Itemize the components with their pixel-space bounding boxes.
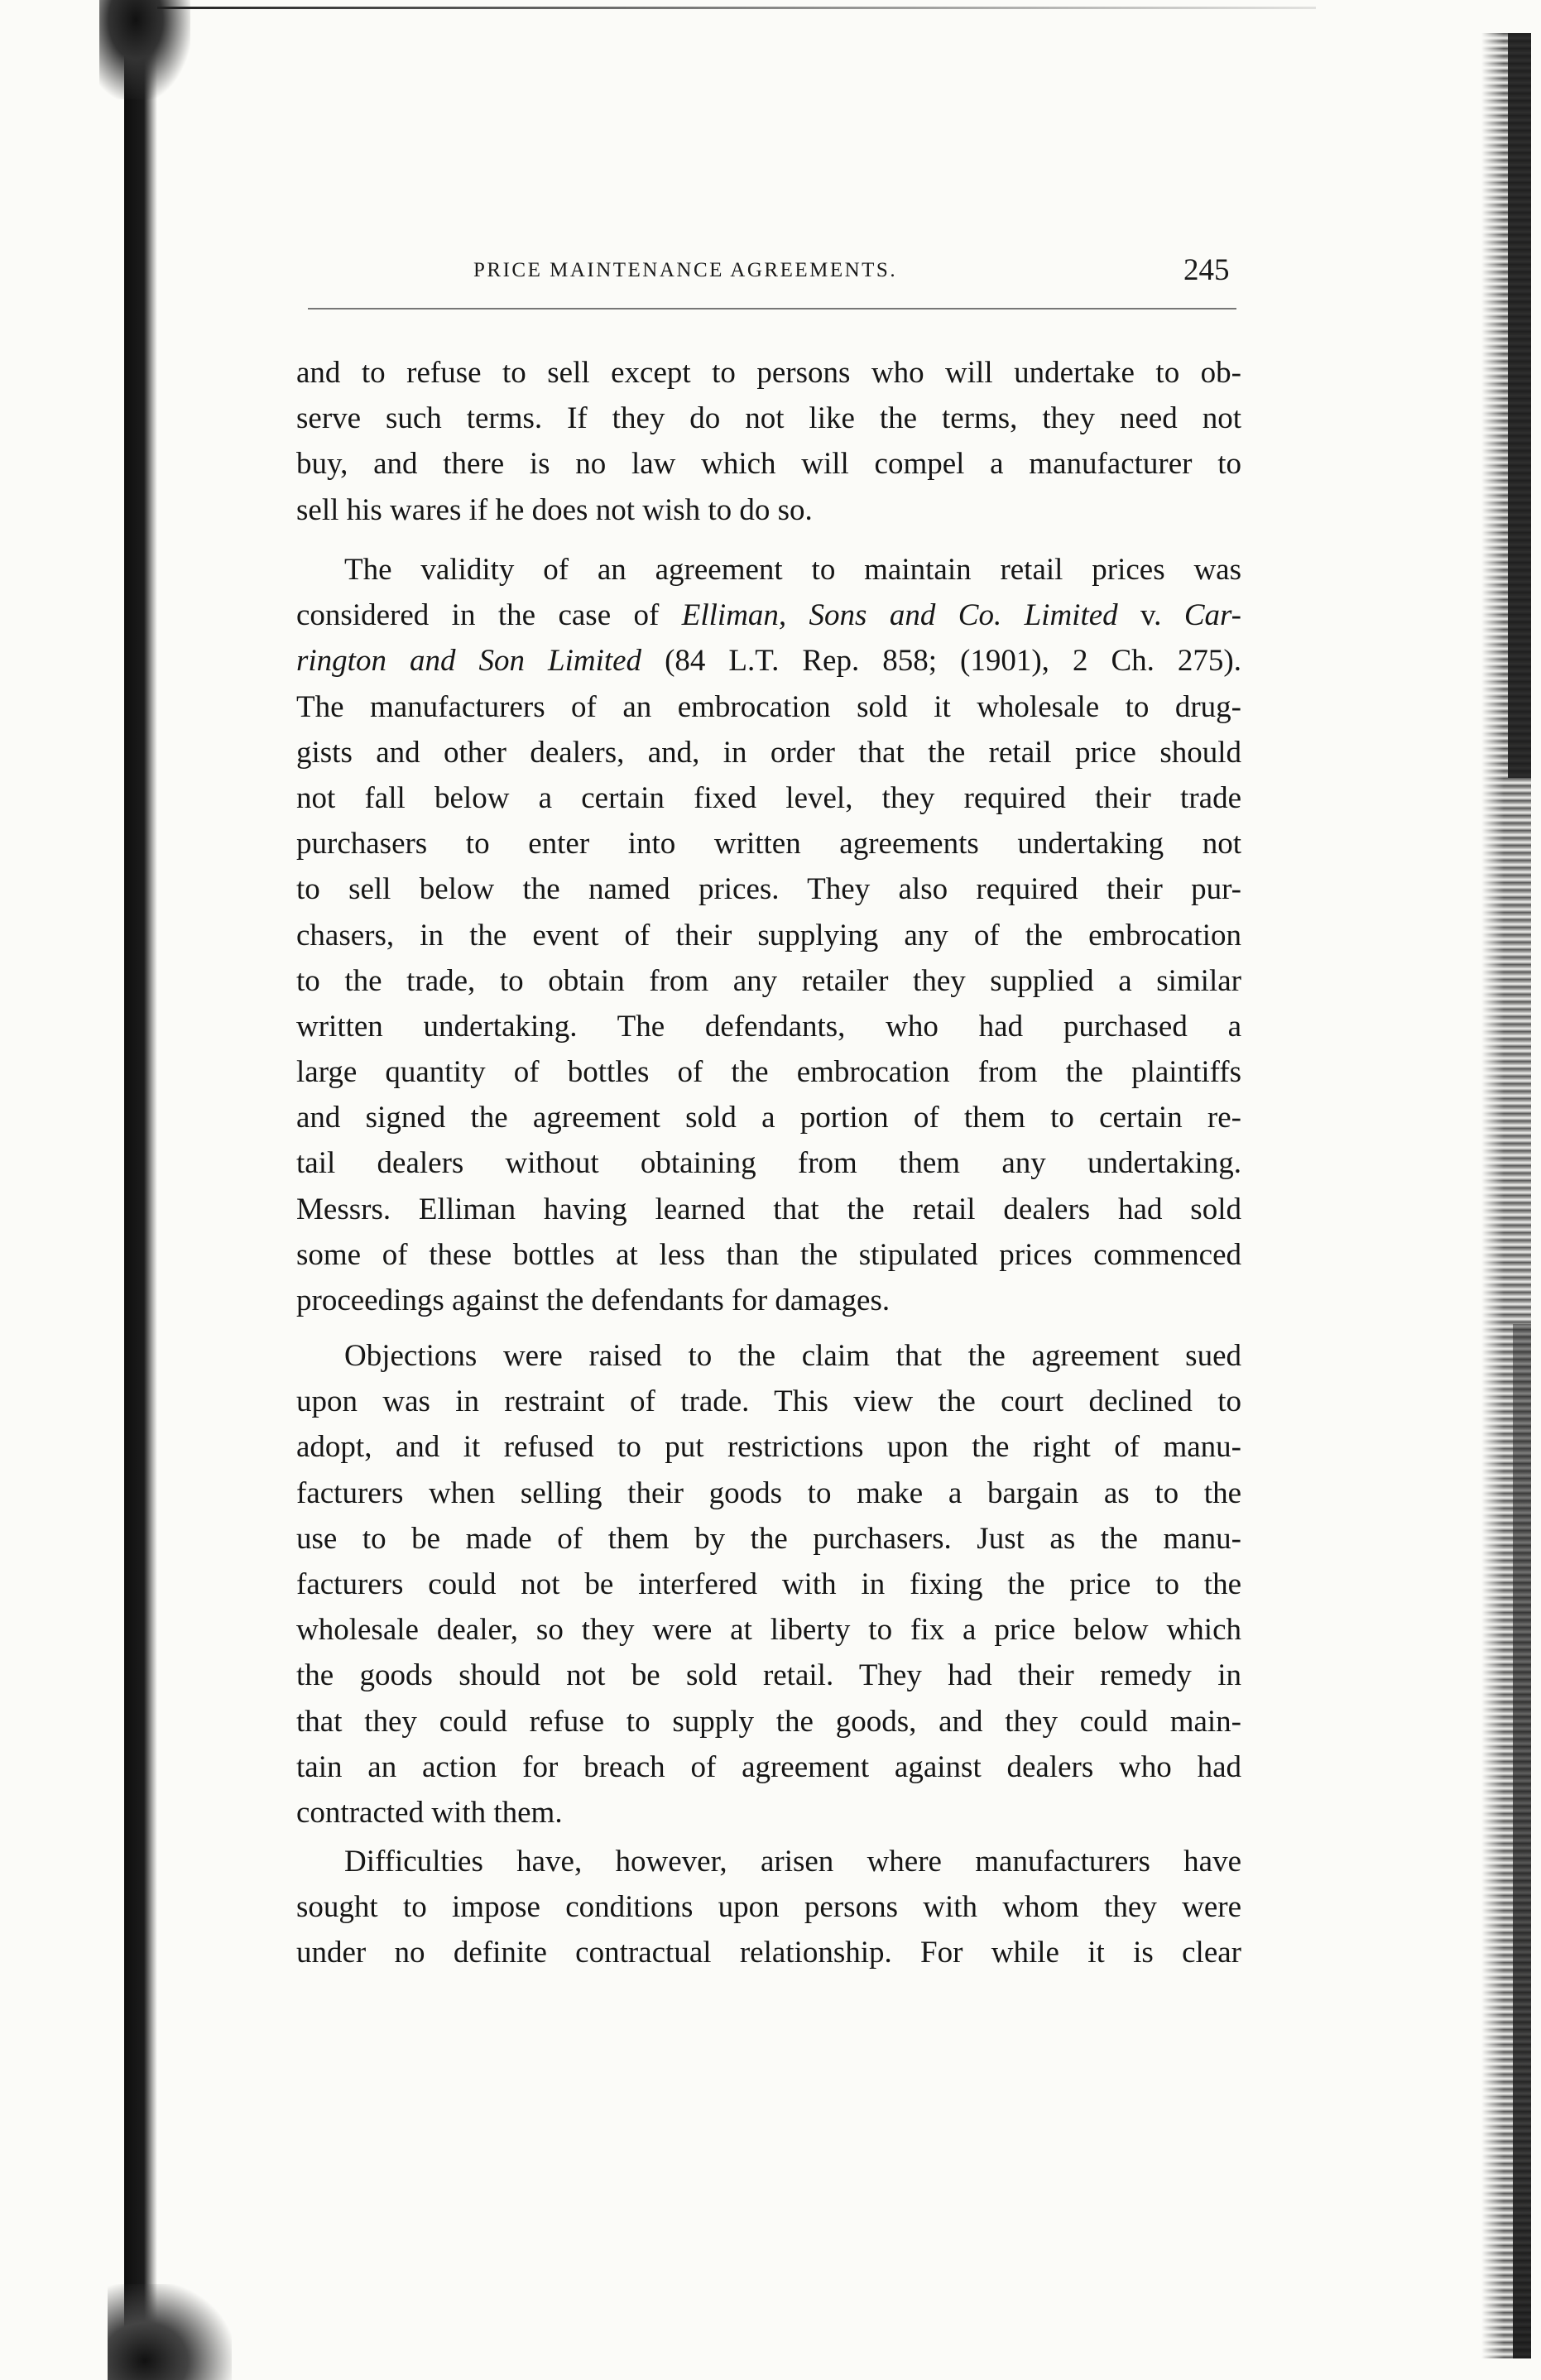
paragraph-2 <box>296 547 1241 1323</box>
text-line: upon was in restraint of trade. This view the court declined to <box>296 1384 1241 1419</box>
scan-right-shadow <box>1508 33 1531 778</box>
text-line: the goods should not be sold retail. They had their remedy in <box>296 1658 1241 1693</box>
text-line: written undertaking. The defendants, who had purchased a <box>296 1009 1241 1044</box>
text-line: sought to impose conditions upon persons with whom they were <box>296 1890 1241 1925</box>
text-line: adopt, and it refused to put restrictions upon the right of manu- <box>296 1430 1241 1465</box>
paragraph-1 <box>296 350 1241 533</box>
text-line: proceedings against the defendants for damages. <box>296 1284 891 1317</box>
text-line: gists and other dealers, and, in order that the retail price should <box>296 735 1241 770</box>
header-rule <box>308 308 1236 309</box>
text-line: some of these bottles at less than the stipulated prices commenced <box>296 1237 1241 1272</box>
scan-corner-shadow-top <box>99 0 190 99</box>
page-number: 245 <box>1183 253 1230 287</box>
text-line: under no definite contractual relationship. For while it is clear <box>296 1936 1241 1970</box>
text-line: buy, and there is no law which will compel a manufacturer to <box>296 447 1241 482</box>
scan-top-edge <box>157 7 1316 9</box>
text-line: and to refuse to sell except to persons who will undertake to ob- <box>296 356 1241 390</box>
text-line: serve such terms. If they do not like the terms, they need not <box>296 401 1241 436</box>
text-line: use to be made of them by the purchasers. Just as the manu- <box>296 1521 1241 1556</box>
text-line: Messrs. Elliman having learned that the retail dealers had sold <box>296 1192 1241 1226</box>
running-title: PRICE MAINTENANCE AGREEMENTS. <box>473 259 898 281</box>
paragraph-3 <box>296 1333 1241 1835</box>
text-line: facturers could not be interfered with in fixing the price to the <box>296 1567 1241 1601</box>
scan-left-shadow <box>124 17 157 2367</box>
text-line: Difficulties have, however, arisen where manufacturers have <box>344 1845 1241 1879</box>
paragraph-4 <box>296 1839 1241 1976</box>
scan-right-shadow-lower <box>1513 1324 1531 2358</box>
text-line: tain an action for breach of agreement against dealers who had <box>296 1749 1241 1784</box>
text-line: rington and Son Limited (84 L.T. Rep. 858; (1901), 2 Ch. 275). <box>296 644 1241 679</box>
text-line: to the trade, to obtain from any retailer they supplied a similar <box>296 963 1241 998</box>
text-line: large quantity of bottles of the embrocation from the plaintiffs <box>296 1055 1241 1090</box>
text-line: to sell below the named prices. They also required their pur- <box>296 872 1241 907</box>
text-line: chasers, in the event of their supplying any of the embrocation <box>296 918 1241 952</box>
text-line: purchasers to enter into written agreements undertaking not <box>296 827 1241 861</box>
text-line: The validity of an agreement to maintain retail prices was <box>344 553 1241 587</box>
text-line: Objections were raised to the claim that the agreement sued <box>344 1339 1241 1373</box>
text-line: considered in the case of Elliman, Sons and Co. Limited v. Car- <box>296 598 1241 633</box>
text-line: and signed the agreement sold a portion of them to certain re- <box>296 1101 1241 1135</box>
text-line: facturers when selling their goods to make a bargain as to the <box>296 1476 1241 1510</box>
text-line: not fall below a certain fixed level, they required their trade <box>296 780 1241 815</box>
text-line: wholesale dealer, so they were at liberty to fix a price below which <box>296 1613 1241 1648</box>
text-line: tail dealers without obtaining from them any undertaking. <box>296 1146 1241 1181</box>
text-line: sell his wares if he does not wish to do so. <box>296 492 813 527</box>
scan-corner-shadow-bottom <box>108 2284 232 2380</box>
text-line: contracted with them. <box>296 1795 563 1830</box>
text-line: The manufacturers of an embrocation sold it wholesale to drug- <box>296 689 1241 724</box>
text-line: that they could refuse to supply the goods, and they could main- <box>296 1704 1241 1739</box>
